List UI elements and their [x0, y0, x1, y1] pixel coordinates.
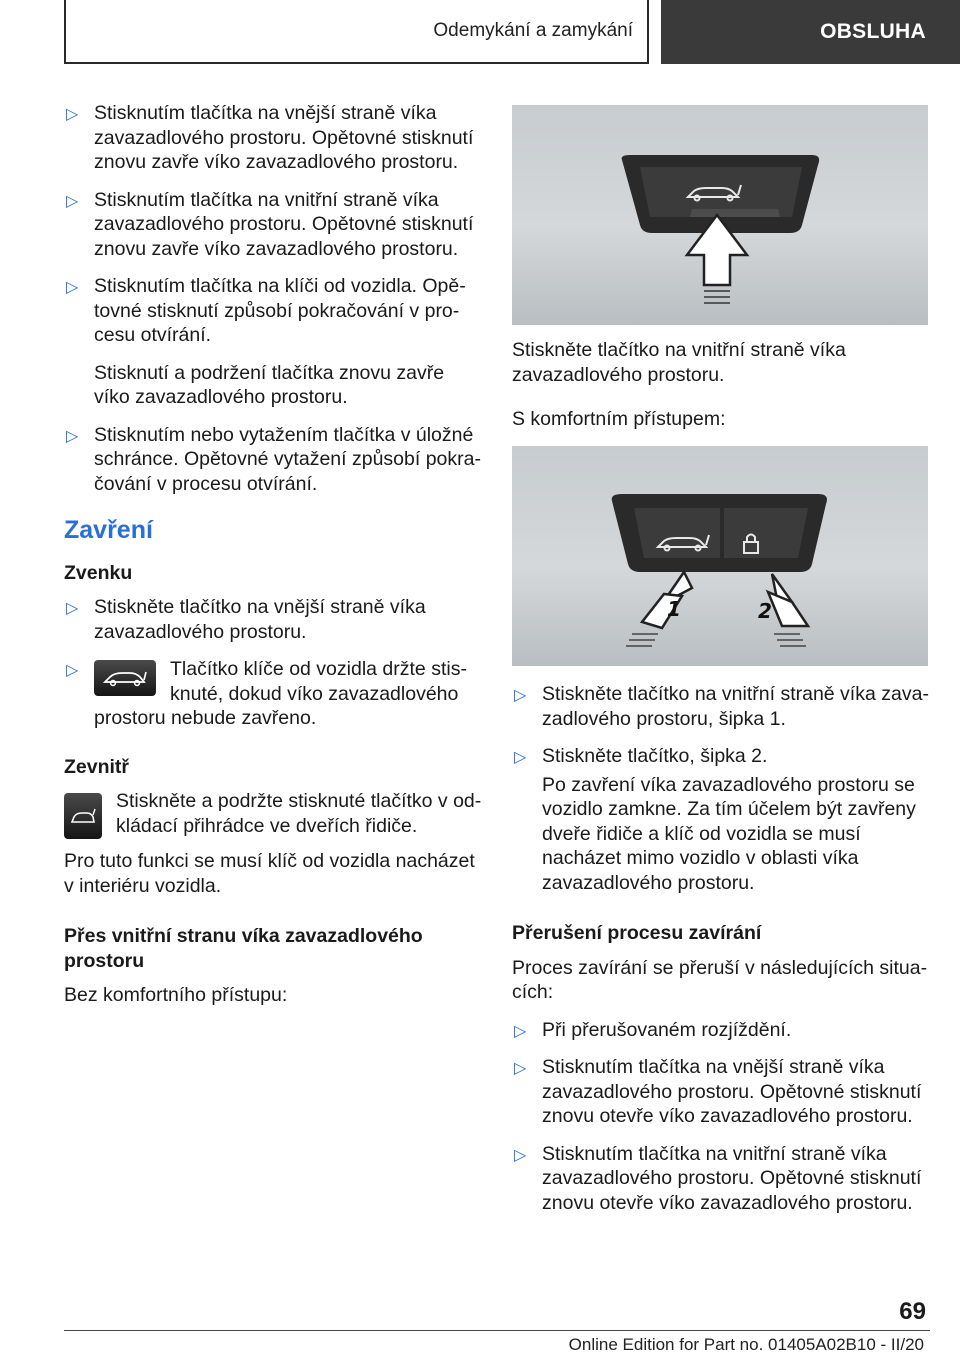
photo-comfort-buttons: [512, 446, 928, 666]
triangle-bullet-icon: ▷: [66, 279, 79, 296]
inside-instruction: Stiskněte a podržte stisknuté tlačítko v odkládací přihrádce ve dveřích řidiče.: [64, 789, 484, 839]
interrupt-text: Proces zavírání se přeruší v následujících situacích:: [512, 956, 928, 1003]
arrow-label-2: 2: [758, 599, 772, 623]
triangle-bullet-icon: ▷: [66, 106, 79, 123]
left-column: [64, 101, 484, 1021]
trunk-button-icon: [64, 793, 102, 839]
triangle-bullet-icon: ▷: [514, 1022, 527, 1040]
triangle-bullet-icon: ▷: [514, 749, 527, 766]
car-trunk-key-icon: [94, 660, 156, 696]
triangle-bullet-icon: ▷: [66, 427, 79, 445]
triangle-bullet-icon: ▷: [66, 192, 79, 210]
triangle-bullet-icon: ▷: [514, 1060, 527, 1077]
list-item: ▷ Stiskněte tlačítko, šipka 2.: [512, 744, 930, 769]
list-item: ▷ Stiskněte tlačítko na vnitřní straně víka zavazadlového prostoru, šipka 1.: [514, 683, 929, 730]
triangle-bullet-icon: ▷: [66, 600, 79, 617]
list-item: ▷ Stisknutím tlačítka na vnější straně víka zavazadlového prostoru. Opětovné stisknutí znovu otevře víko zavazadlového prostoru.: [514, 1056, 922, 1127]
subheading-inside: Zevnitř: [64, 755, 130, 778]
chapter-tab: OBSLUHA: [661, 0, 960, 64]
list-item: ▷ Stiskněte tlačítko na vnější straně víka zavazadlového prostoru.: [66, 596, 426, 643]
lid-text: Bez komfortního přístupu:: [64, 984, 288, 1006]
lock-note: Po zavření víka zavazadlového prostoru se vozidlo zamkne. Za tím účelem být zavřeny dveře řidiče a klíč od vozidla se musí nacházet mimo vozidlo v oblasti víka zavazadlového prostoru.: [542, 773, 916, 894]
heading-closing: Zavření: [64, 516, 153, 544]
arrow-label-1: 1: [667, 597, 681, 621]
list-item: ▷ Stisknutím tlačítka na vnitřní straně víka zavazadlového prostoru. Opětovné stisknutí znovu zavře víko zavazadlového prostoru.: [66, 188, 474, 260]
key-note: Stisknutí a podržení tlačítka znovu zavře víko zavazadlového prostoru.: [94, 361, 445, 408]
list-item: ▷ Tlačítko klíče od vozidla držte stisknuté, dokud víko zavazadlového prostoru nebude zavřeno.: [66, 658, 467, 729]
triangle-bullet-icon: ▷: [514, 1146, 527, 1164]
list-item: ▷ Stisknutím nebo vytažením tlačítka v úložné schránce. Opětovné vytažení způsobí pokračování v procesu otvírání.: [66, 423, 481, 495]
right-column: [512, 682, 930, 1228]
subheading-outside: Zvenku: [64, 561, 133, 584]
footer-divider: [64, 1330, 930, 1331]
list-item: ▷ Stisknutím tlačítka na klíči od vozidla. Opětovné stisknutí způsobí pokračování v procesu otvírání.: [66, 275, 466, 346]
list-item: ▷ Stisknutím tlačítka na vnější straně víka zavazadlového prostoru. Opětovné stisknutí znovu zavře víko zavazadlového prostoru.: [66, 102, 474, 173]
photo-inner-lid-button: [512, 105, 928, 325]
subheading-interrupt: Přerušení procesu zavírání: [512, 922, 762, 944]
comfort-label: S komfortním přístupem:: [512, 408, 726, 430]
list-item: ▷ Při přerušovaném rozjíždění.: [512, 1018, 930, 1043]
triangle-bullet-icon: ▷: [66, 662, 79, 679]
section-title: Odemykání a zamykání: [64, 0, 649, 64]
footer-edition: Online Edition for Part no. 01405A02B10 - II/20: [568, 1335, 924, 1354]
subheading-lid: Přes vnitřní stranu víka zavazadlového prostoru: [64, 925, 423, 972]
list-item: ▷ Stisknutím tlačítka na vnitřní straně víka zavazadlového prostoru. Opětovné stisknutí znovu otevře víko zavazadlového prostoru.: [514, 1142, 922, 1214]
right-text-top: [512, 338, 930, 445]
inside-note: Pro tuto funkci se musí klíč od vozidla nacházet v interiéru vozidla.: [64, 850, 475, 897]
page-number: 69: [899, 1298, 926, 1325]
photo-caption: Stiskněte tlačítko na vnitřní straně víka zavazadlového prostoru.: [512, 339, 846, 386]
triangle-bullet-icon: ▷: [514, 687, 527, 704]
